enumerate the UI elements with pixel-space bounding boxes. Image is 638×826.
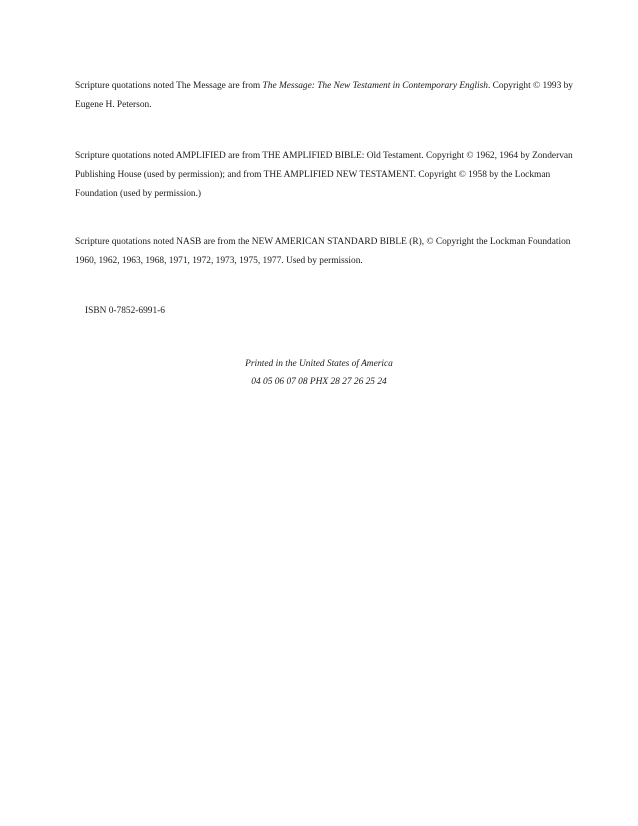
print-number-line: 04 05 06 07 08 PHX 28 27 26 25 24: [251, 377, 387, 387]
printed-in-line: Printed in the United States of America: [245, 359, 393, 369]
message-book-title: The Message: The New Testament in Contemporary English: [262, 81, 488, 91]
message-text-after: . Copyright © 1993 by Eugene H. Peterson.: [75, 81, 573, 110]
printing-colophon: [0, 355, 638, 391]
amplified-permission-paragraph: Scripture quotations noted AMPLIFIED are from THE AMPLIFIED BIBLE: Old Testament. Copyright © 1962, 1964 by Zondervan Publishing House (used by permission); and from THE AMPLIFIED NEW TESTAMENT. Copyright © 1958 by the Lockman Foundation (used by permission.): [75, 151, 573, 199]
nasb-permission-paragraph: Scripture quotations noted NASB are from the NEW AMERICAN STANDARD BIBLE (R), © Copyright the Lockman Foundation 1960, 1962, 1963, 1968, 1971, 1972, 1973, 1975, 1977. Used by permission.: [75, 237, 571, 266]
message-permission-paragraph: [75, 77, 575, 115]
message-text-before: Scripture quotations noted The Message are from: [75, 81, 263, 91]
isbn-number: ISBN 0-7852-6991-6: [85, 306, 165, 316]
